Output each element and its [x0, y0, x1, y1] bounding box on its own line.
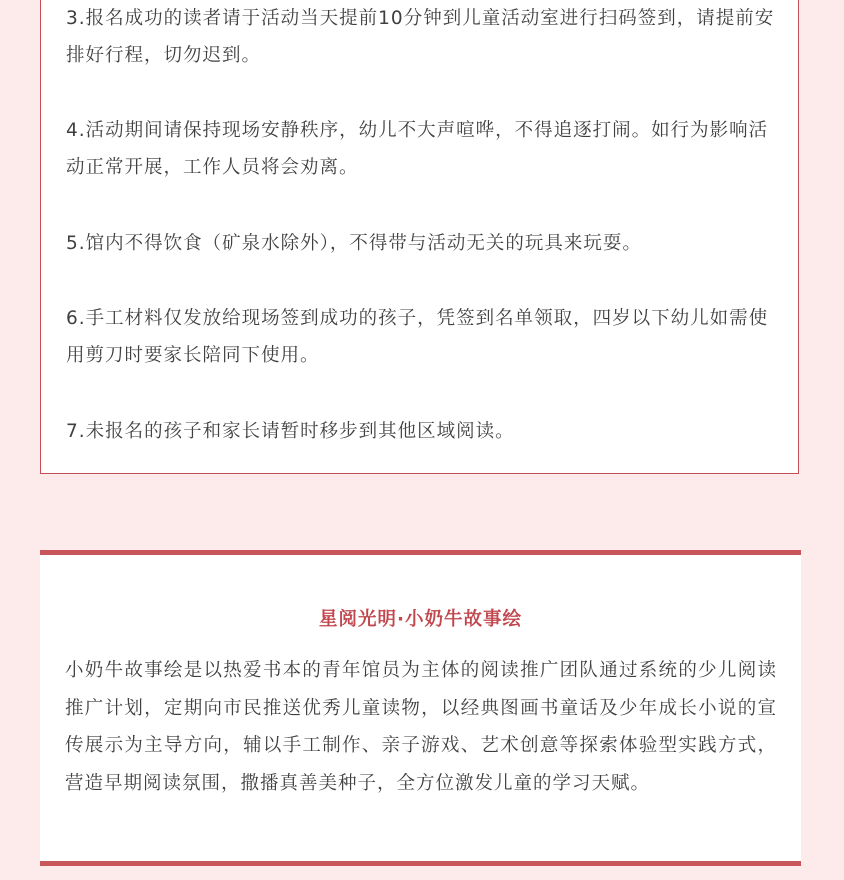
rule-item-7: 7.未报名的孩子和家长请暂时移步到其他区域阅读。	[66, 421, 515, 442]
rule-item-4: 4.活动期间请保持现场安静秩序，幼儿不大声喧哗，不得追逐打闹。如行为影响活动正常开展，工作人员将会劝离。	[66, 120, 769, 178]
rule-item-5: 5.馆内不得饮食（矿泉水除外），不得带与活动无关的玩具来玩耍。	[66, 233, 642, 254]
activity-rules-card	[40, 0, 799, 474]
program-description: 小奶牛故事绘是以热爱书本的青年馆员为主体的阅读推广团队通过系统的少儿阅读推广计划，定期向市民推送优秀儿童读物，以经典图画书童话及少年成长小说的宣传展示为主导方向，辅以手工制作、亲子游戏、艺术创意等探索体验型实践方式，营造早期阅读氛围，撒播真善美种子，全方位激发儿童的学习天赋。	[65, 660, 777, 794]
program-intro-card	[40, 550, 801, 866]
rule-item-3: 3.报名成功的读者请于活动当天提前10分钟到儿童活动室进行扫码签到，请提前安排好行程，切勿迟到。	[66, 8, 775, 66]
program-title: 星阅光明·小奶牛故事绘	[318, 609, 523, 630]
rule-item-6: 6.手工材料仅发放给现场签到成功的孩子，凭签到名单领取，四岁以下幼儿如需使用剪刀时要家长陪同下使用。	[66, 308, 769, 366]
